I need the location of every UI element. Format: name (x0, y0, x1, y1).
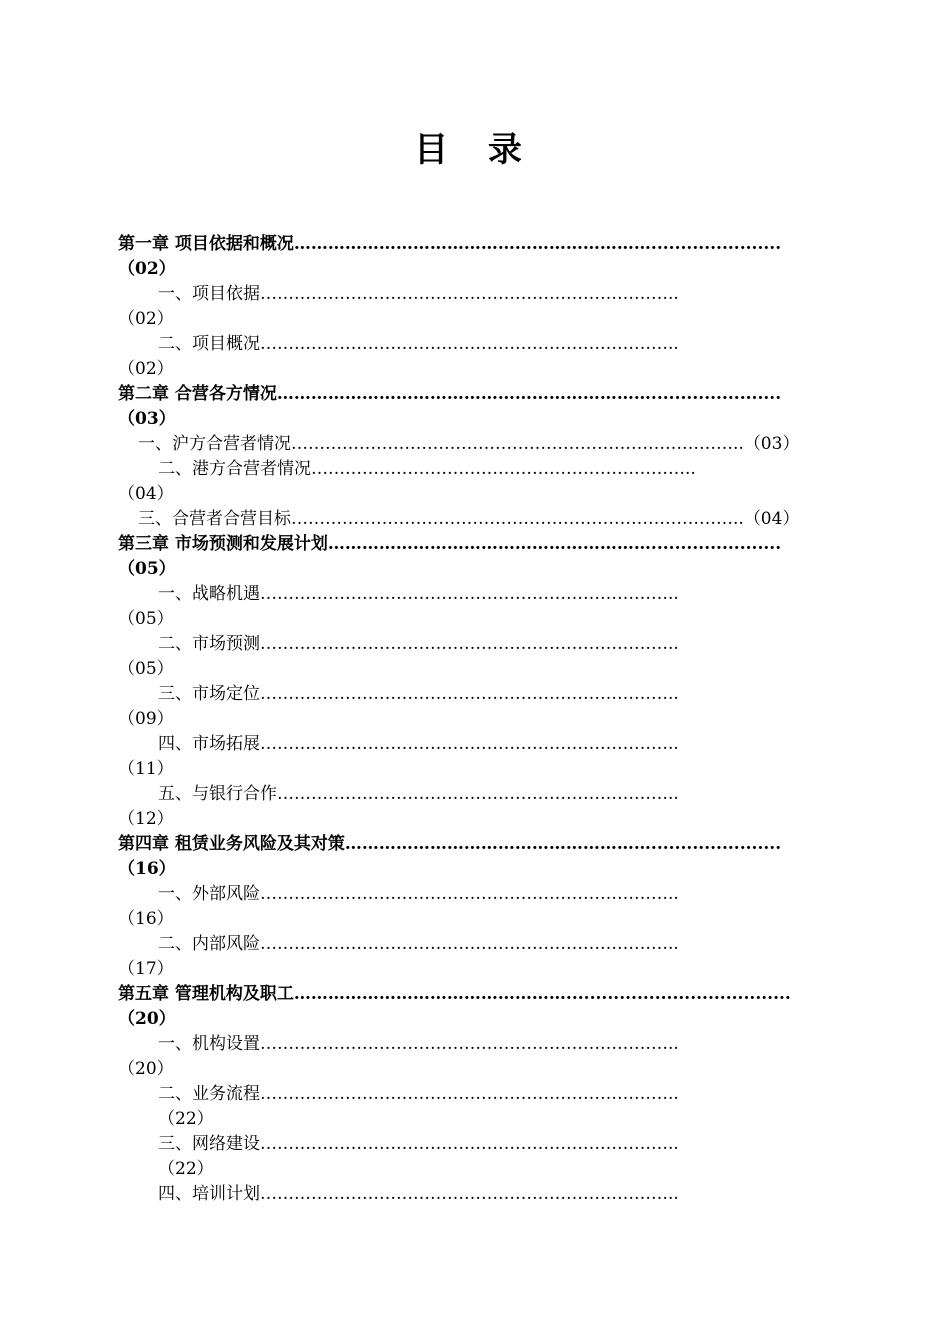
toc-entry-chapter-3[interactable] (118, 532, 832, 556)
toc-leader-dots: ………………………………………………...................... (344, 834, 782, 854)
toc-entry-title: 二、港方合营者情况 (158, 459, 311, 479)
toc-entry-title: 五、与银行合作 (158, 784, 277, 804)
toc-leader-dots: ……………………………………………………………….. (260, 1134, 679, 1154)
toc-entry-page: （04） (118, 484, 174, 504)
toc-leader-dots: …………………………………………………………...................... (276, 384, 782, 404)
toc-leader-dots: ……………………………………………………………….. (260, 934, 679, 954)
toc-entry-5-2[interactable] (158, 1082, 832, 1106)
toc-entry-page: （02） (118, 309, 174, 329)
toc-leader-dots: ………………………………………………………...................... (293, 234, 782, 254)
toc-leader-dots: ……………………………………………………………….. (260, 1184, 679, 1204)
toc-leader-dots: ……………………………………………………………….. (260, 634, 679, 654)
toc-entry-2-1[interactable] (138, 432, 838, 456)
toc-entry-page: （04） (743, 509, 800, 529)
toc-leader-dots: ……………………………………………………………….. (260, 584, 679, 604)
toc-entry-title: 一、外部风险 (158, 884, 260, 904)
toc-leader-dots: …………………………………………...................................... (293, 984, 791, 1004)
toc-entry-title: 四、培训计划 (158, 1184, 260, 1204)
toc-entry-page: （16） (118, 859, 176, 879)
toc-entry-title: 三、市场定位 (158, 684, 260, 704)
toc-leader-dots: ……………………………………………………………….. (260, 734, 679, 754)
toc-entry-4-2[interactable] (158, 932, 832, 956)
toc-entry-page: （02） (118, 359, 174, 379)
toc-entry-title: 第四章 租赁业务风险及其对策 (118, 834, 345, 854)
toc-entry-3-4[interactable] (158, 732, 832, 756)
toc-leader-dots: ……………………………………………………………….. (260, 684, 679, 704)
toc-entry-title: 二、市场预测 (158, 634, 260, 654)
toc-entry-title: 二、项目概况 (158, 334, 260, 354)
toc-entry-title: 二、内部风险 (158, 934, 260, 954)
toc-entry-page: （12） (118, 809, 174, 829)
toc-entry-page: （03） (118, 409, 176, 429)
toc-entry-title: 三、合营者合营目标 (138, 509, 291, 529)
toc-entry-title: 四、市场拓展 (158, 734, 260, 754)
toc-entry-title: 第一章 项目依据和概况 (118, 234, 294, 254)
toc-leader-dots: …………………………………………………………….. (277, 784, 679, 804)
toc-entry-title: 第二章 合营各方情况 (118, 384, 277, 404)
toc-entry-3-2[interactable] (158, 632, 832, 656)
toc-entry-page: （03） (743, 434, 800, 454)
toc-entry-2-2[interactable] (158, 457, 832, 481)
toc-entry-5-3[interactable] (158, 1132, 832, 1156)
toc-entry-5-1[interactable] (158, 1032, 832, 1056)
toc-leader-dots: ……………………………………………………………….. (260, 884, 679, 904)
toc-entry-page: （05） (118, 659, 174, 679)
toc-entry-page: （22） (158, 1109, 214, 1129)
toc-leader-dots: ………………………………………………………….. (311, 459, 696, 479)
toc-entry-page: （05） (118, 609, 174, 629)
toc-leader-dots: ……………………………………………………………….. (260, 334, 679, 354)
toc-entry-5-4[interactable] (158, 1182, 832, 1206)
toc-leader-dots: …………………………………………………………………….. (291, 509, 744, 529)
toc-entry-page: （20） (118, 1009, 176, 1029)
toc-entry-page: （17） (118, 959, 174, 979)
toc-entry-2-3[interactable] (138, 507, 838, 531)
toc-entry-title: 二、业务流程 (158, 1084, 260, 1104)
toc-leader-dots: ……………………………………………………………….. (260, 284, 679, 304)
toc-entry-title: 一、项目依据 (158, 284, 260, 304)
toc-entry-3-1[interactable] (158, 582, 832, 606)
toc-entry-3-3[interactable] (158, 682, 832, 706)
toc-entry-chapter-1[interactable] (118, 232, 832, 256)
toc-entry-chapter-2[interactable] (118, 382, 832, 406)
toc-entry-title: 第五章 管理机构及职工 (118, 984, 294, 1004)
toc-entry-title: 一、沪方合营者情况 (138, 434, 291, 454)
toc-entry-title: 三、网络建设 (158, 1134, 260, 1154)
toc-entry-4-1[interactable] (158, 882, 832, 906)
page-title: 目 录 (414, 130, 536, 170)
toc-entry-3-5[interactable] (158, 782, 832, 806)
toc-entry-1-1[interactable] (158, 282, 832, 306)
toc-entry-page: （16） (118, 909, 174, 929)
toc-entry-page: （11） (118, 759, 174, 779)
toc-entry-page: （09） (118, 709, 174, 729)
toc-entry-title: 第三章 市场预测和发展计划 (118, 534, 328, 554)
toc-leader-dots: ……………………………………………………………….. (260, 1034, 679, 1054)
toc-entry-page: （02） (118, 259, 176, 279)
toc-leader-dots: …………………………………………………………………….. (291, 434, 744, 454)
toc-entry-1-2[interactable] (158, 332, 832, 356)
toc-entry-chapter-5[interactable] (118, 982, 832, 1006)
toc-entry-title: 一、战略机遇 (158, 584, 260, 604)
toc-leader-dots: …………………………………………………...................... (327, 534, 782, 554)
toc-leader-dots: ……………………………………………………………….. (260, 1084, 679, 1104)
toc-entry-chapter-4[interactable] (118, 832, 832, 856)
toc-entry-page: （05） (118, 559, 176, 579)
toc-entry-page: （20） (118, 1059, 174, 1079)
toc-entry-title: 一、机构设置 (158, 1034, 260, 1054)
toc-entry-page: （22） (158, 1159, 214, 1179)
